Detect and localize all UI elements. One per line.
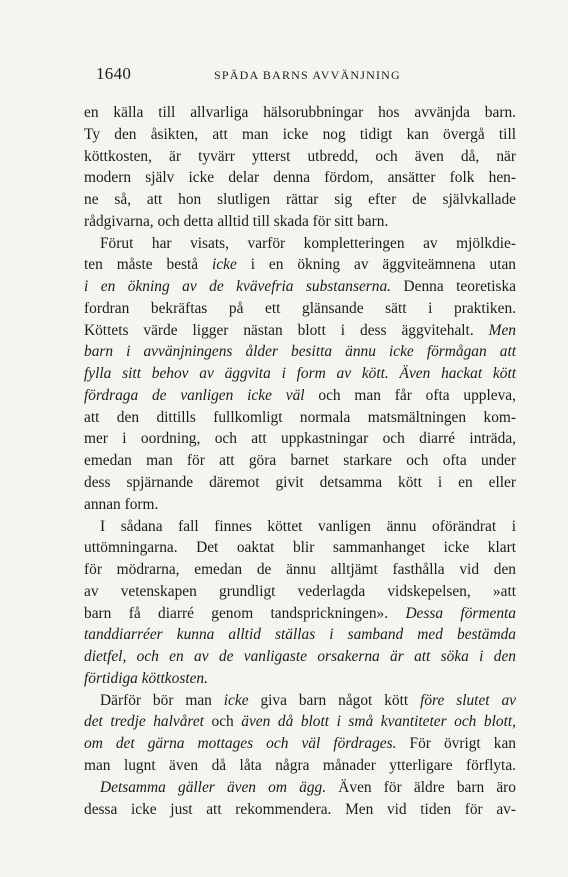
text-line: [84, 603, 516, 625]
text-segment: modern själv icke delar denna fördom, ansätter folk hen-: [84, 169, 516, 187]
italic-text-segment: förtidiga köttkosten.: [84, 669, 208, 687]
text-line: [84, 516, 516, 538]
text-segment: en källa till allvarliga hälsorubbningar hos avvänjda barn.: [84, 104, 516, 121]
page-number: 1640: [96, 64, 132, 83]
italic-text-segment: före slutet av: [420, 691, 516, 709]
text-segment: rådgivarna, och detta alltid till skada för sitt barn.: [84, 212, 389, 230]
text-line: [84, 233, 516, 255]
text-segment: mer i oordning, och att uppkastningar och diarré inträda,: [84, 430, 516, 448]
text-line: [84, 494, 516, 516]
text-line: [84, 472, 516, 494]
running-head-title: SPÄDA BARNS AVVÄNJNING: [214, 68, 401, 82]
text-segment: Förut har visats, varför kompletteringen av mjölkdie-: [100, 234, 516, 252]
text-line: [84, 189, 516, 211]
italic-text-segment: barn i avvänjningens ålder besitta ännu icke förmågan att: [84, 343, 516, 361]
running-head: [88, 62, 516, 86]
body-text: [84, 102, 516, 820]
text-segment: Köttets värde ligger nästan blott i dess äggvitehalt.: [84, 321, 489, 339]
text-segment: och man får ofta uppleva,: [304, 386, 516, 404]
text-line: [84, 341, 516, 363]
text-line: [84, 102, 516, 124]
text-line: [84, 777, 516, 799]
text-segment: Denna teoretiska: [391, 278, 516, 296]
text-line: [84, 711, 516, 733]
text-segment: i en ökning av äggviteämnena utan: [236, 256, 516, 274]
text-line: [84, 690, 516, 712]
italic-text-segment: fylla sitt behov av äggvita i form av kött. Även hackat kött: [84, 365, 516, 383]
text-line: [84, 646, 516, 668]
text-segment: och: [203, 713, 242, 731]
text-line: [84, 363, 516, 385]
text-line: [84, 537, 516, 559]
text-segment: Ty den åsikten, att man icke nog tidigt kan övergå till: [84, 125, 516, 143]
text-line: [84, 124, 516, 146]
text-line: [84, 407, 516, 429]
text-segment: ne så, att hon slutligen rättar sig efter de självkallade: [84, 191, 516, 209]
text-segment: att den dittills fullkomligt normala matsmältningen kom-: [84, 408, 516, 426]
italic-text-segment: även då blott i små kvantiteter och blott,: [241, 713, 516, 731]
text-segment: Även för äldre barn äro: [326, 778, 517, 796]
italic-text-segment: dietfel, och en av de vanligaste orsakerna är att söka i den: [84, 648, 516, 666]
text-segment: giva barn något kött: [248, 691, 421, 709]
italic-text-segment: Detsamma gäller även om ägg.: [100, 778, 327, 796]
text-segment: man lugnt även då låta några månader ytterligare förflyta.: [84, 756, 516, 774]
text-segment: dess spjärnande däremot givit detsamma kött i en eller: [84, 474, 516, 492]
text-line: [84, 755, 516, 777]
text-line: [84, 581, 516, 603]
text-line: [84, 385, 516, 407]
italic-text-segment: tanddiarréer kunna alltid ställas i samband med bestämda: [84, 626, 516, 644]
italic-text-segment: Dessa förmenta: [405, 604, 516, 622]
italic-text-segment: icke: [212, 256, 237, 274]
text-segment: annan form.: [84, 495, 159, 513]
italic-text-segment: icke: [223, 691, 249, 709]
text-segment: av vetenskapen grundligt vederlagda vidskepelsen, »att: [84, 582, 516, 600]
text-line: [84, 320, 516, 342]
text-line: [84, 146, 516, 168]
text-segment: Därför bör man: [100, 691, 224, 709]
text-segment: för mödrarna, emedan de ännu alltjämt fasthålla vid den: [84, 561, 516, 579]
italic-text-segment: fördraga de vanligen icke väl: [84, 386, 305, 404]
text-segment: ten måste bestå: [84, 256, 213, 274]
italic-text-segment: om det gärna mottages och väl fördrages.: [84, 735, 397, 753]
text-line: [84, 276, 516, 298]
italic-text-segment: i en ökning av de kvävefria substanserna.: [84, 278, 392, 296]
text-line: [84, 298, 516, 320]
text-segment: fordran bekräftas på ett glänsande sätt i praktiken.: [84, 299, 516, 317]
text-line: [84, 624, 516, 646]
text-segment: dessa icke just att rekommendera. Men vid tiden för av-: [84, 800, 516, 818]
text-segment: För övrigt kan: [396, 735, 516, 753]
text-segment: köttkosten, är tyvärr ytterst utbredd, och även då, när: [84, 147, 516, 165]
text-segment: uttömningarna. Det oaktat blir sammanhanget icke klart: [84, 539, 516, 557]
text-line: [84, 428, 516, 450]
text-line: [84, 799, 516, 821]
text-line: [84, 450, 516, 472]
text-segment: emedan man för att göra barnet starkare och ofta under: [84, 452, 516, 470]
text-segment: barn få diarré genom tandsprickningen».: [84, 604, 406, 622]
italic-text-segment: det tredje halvåret: [84, 713, 204, 731]
text-line: [84, 167, 516, 189]
text-line: [84, 668, 516, 690]
text-segment: I sådana fall finnes köttet vanligen ännu oförändrat i: [100, 517, 516, 535]
text-line: [84, 559, 516, 581]
text-line: [84, 254, 516, 276]
text-line: [84, 733, 516, 755]
text-line: [84, 211, 516, 233]
italic-text-segment: Men: [488, 321, 516, 339]
